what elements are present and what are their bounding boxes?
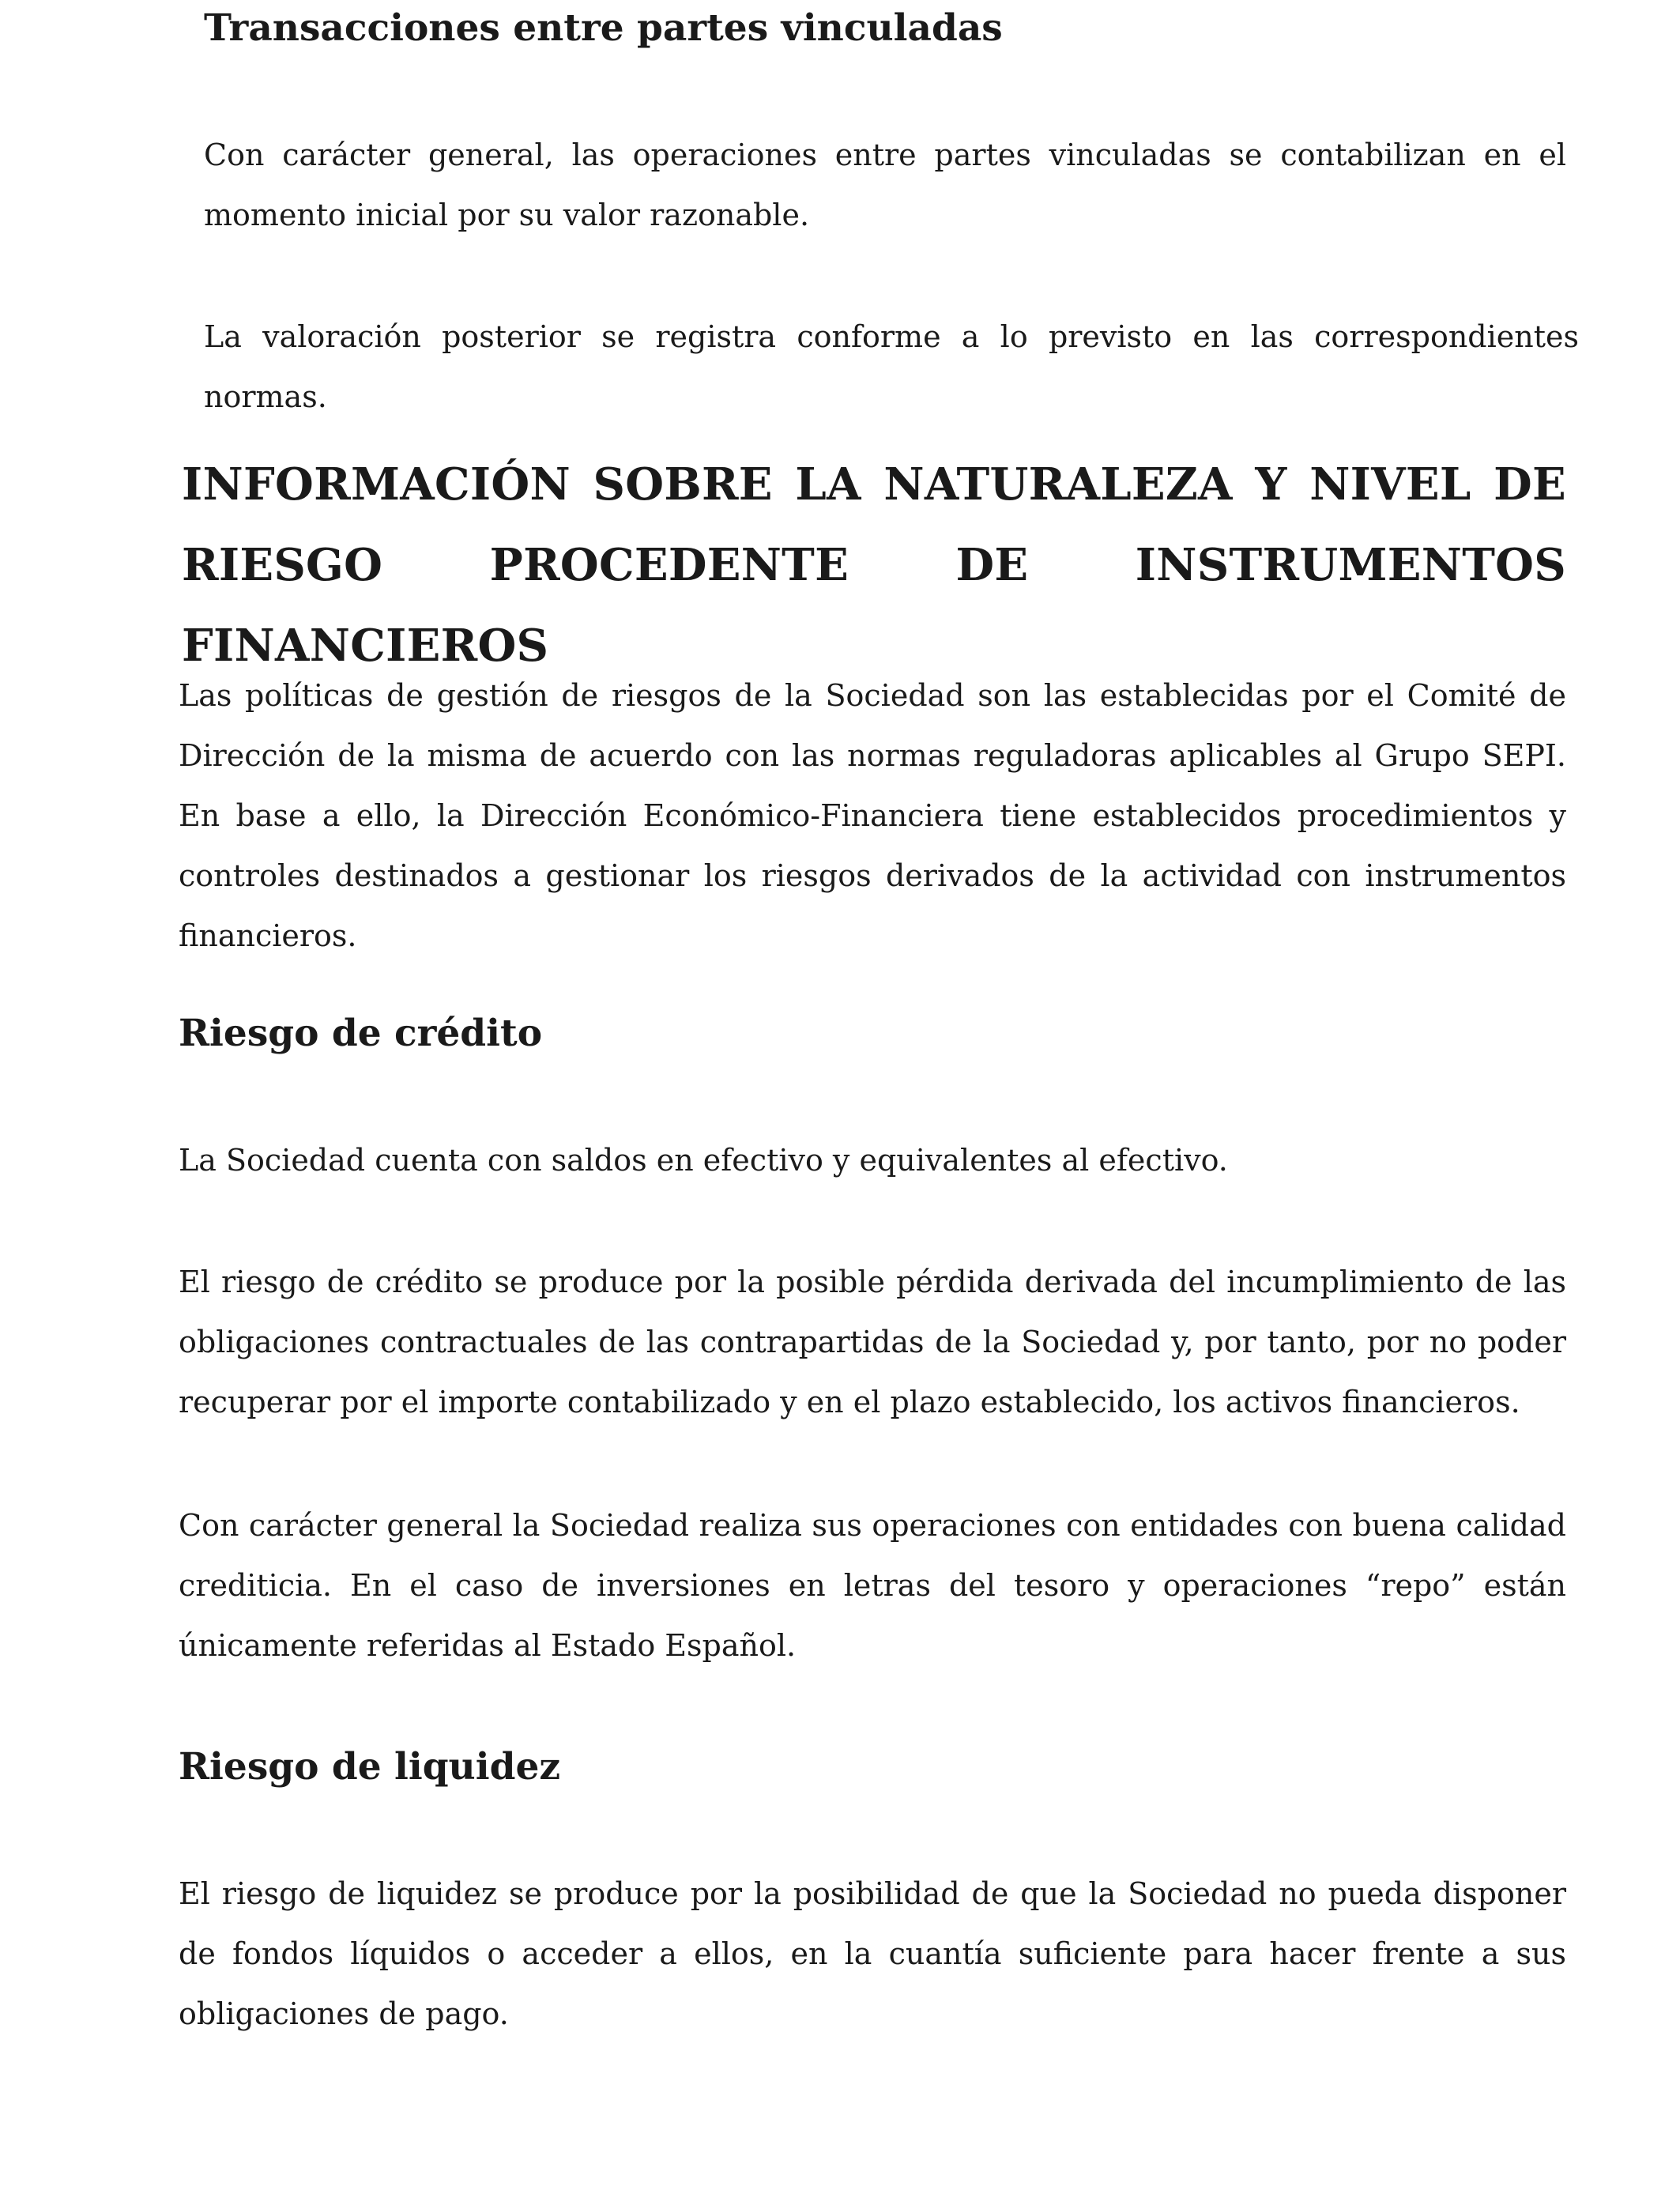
liquidity-risk-heading: Riesgo de liquidez xyxy=(179,1745,561,1789)
related-parties-heading: Transacciones entre partes vinculadas xyxy=(204,6,1003,50)
credit-risk-paragraph-1: La Sociedad cuenta con saldos en efectivo y equivalentes al efectivo. xyxy=(179,1143,1228,1178)
credit-risk-heading: Riesgo de crédito xyxy=(179,1012,543,1055)
liquidity-risk-paragraph-1: El riesgo de liquidez se produce por la posibilidad de que la Sociedad no pueda disponer de fondos líquidos o acceder a ellos, en la cuantía suficiente para hacer frente a sus obligaciones de pago. xyxy=(179,1876,1566,2031)
related-parties-paragraph-1: Con carácter general, las operaciones entre partes vinculadas se contabilizan en el momento inicial por su valor razonable. xyxy=(204,138,1566,232)
risk-information-main-heading: INFORMACIÓN SOBRE LA NATURALEZA Y NIVEL DE RIESGO PROCEDENTE DE INSTRUMENTOS FINANCIEROS xyxy=(182,458,1566,672)
related-parties-paragraph-2: La valoración posterior se registra conforme a lo previsto en las correspondientes normas. xyxy=(204,319,1579,414)
credit-risk-paragraph-2: El riesgo de crédito se produce por la posible pérdida derivada del incumplimiento de las obligaciones contractuales de las contrapartidas de la Sociedad y, por tanto, por no poder recuperar por el importe contabilizado y en el plazo establecido, los activos financieros. xyxy=(179,1265,1566,1419)
risk-policy-intro-paragraph: Las políticas de gestión de riesgos de la Sociedad son las establecidas por el Comité de Dirección de la misma de acuerdo con las normas reguladoras aplicables al Grupo SEPI. En base a ello, la Dirección Económico-Financiera tiene establecidos procedimientos y controles destinados a gestionar los riesgos derivados de la actividad con instrumentos financieros. xyxy=(179,678,1566,953)
credit-risk-paragraph-3: Con carácter general la Sociedad realiza sus operaciones con entidades con buena calidad crediticia. En el caso de inversiones en letras del tesoro y operaciones “repo” están únicamente referidas al Estado Español. xyxy=(179,1508,1566,1663)
